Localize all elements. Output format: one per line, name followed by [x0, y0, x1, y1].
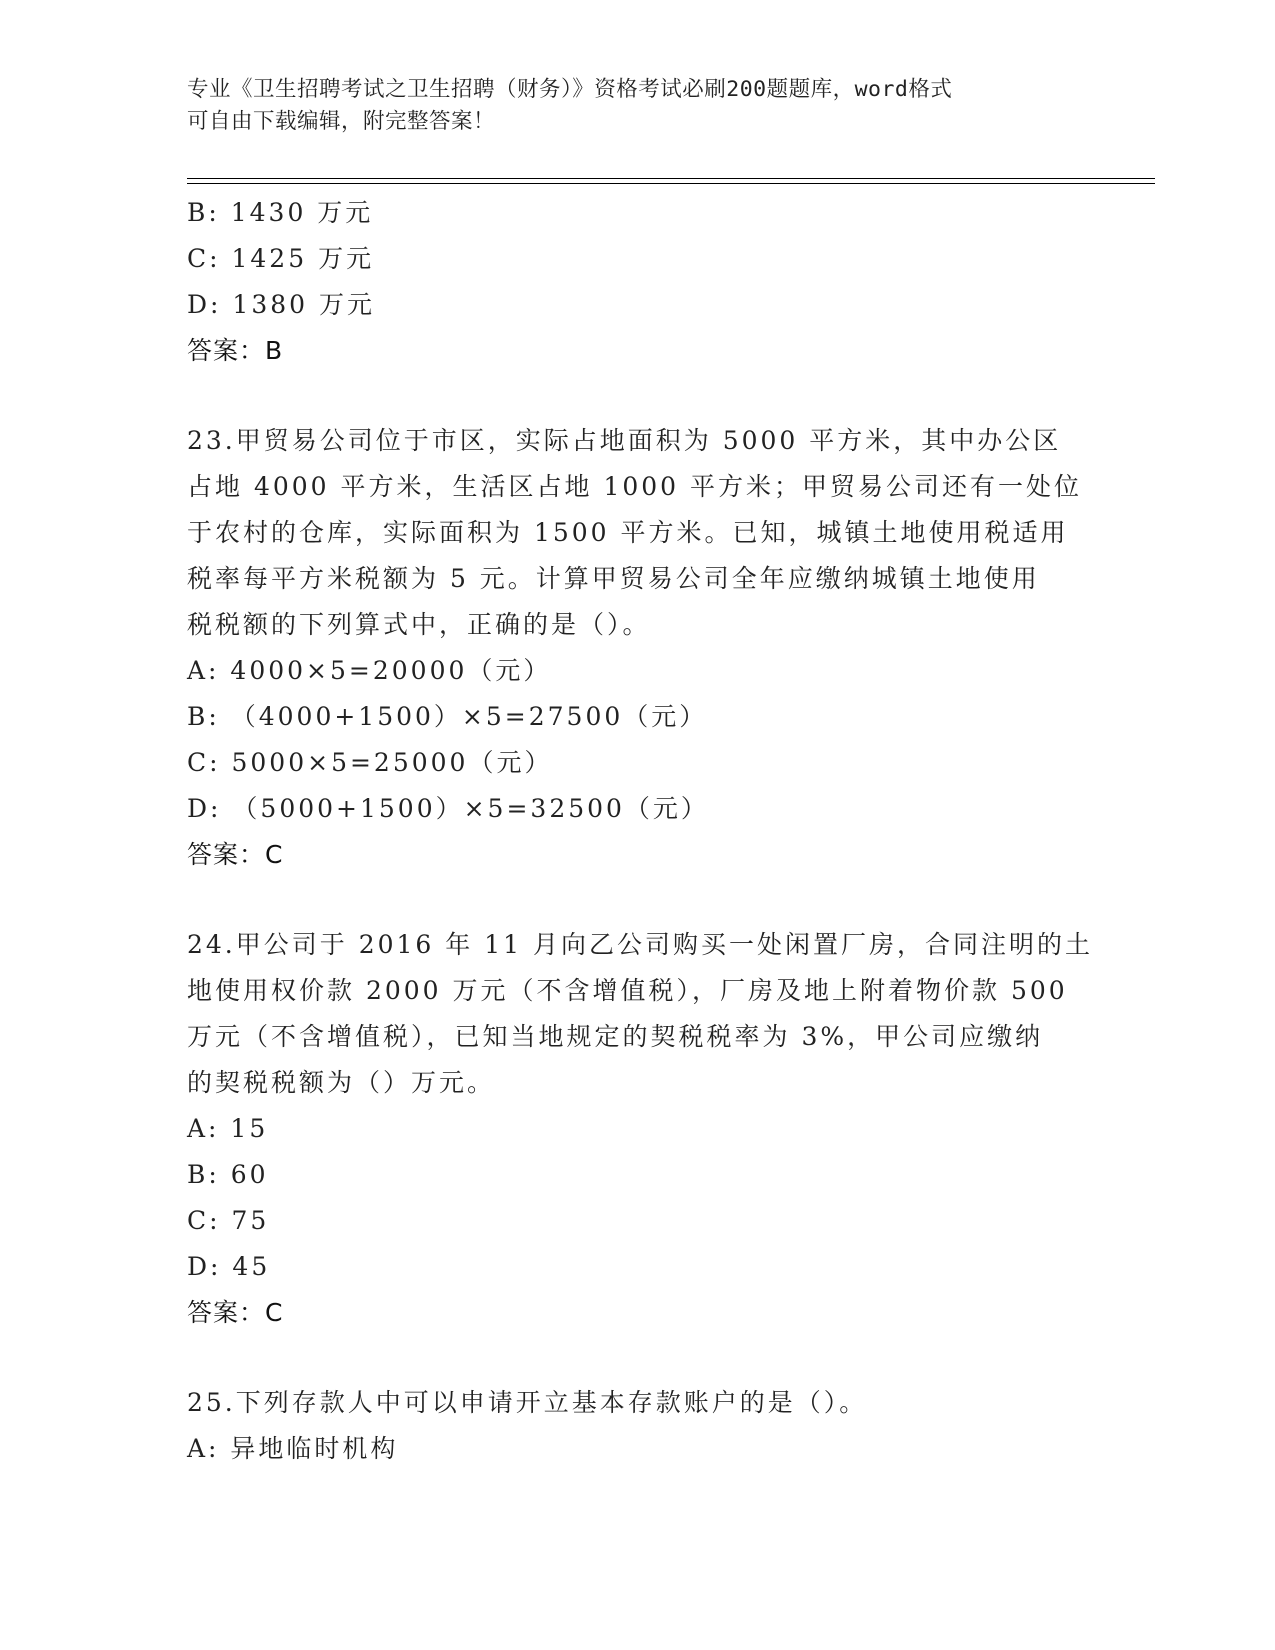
q24-option-c: C: 75: [187, 1206, 270, 1235]
spacer: [187, 878, 1087, 922]
spacer: [187, 1336, 1087, 1380]
header-title-line-1: 专业《卫生招聘考试之卫生招聘（财务）》资格考试必刷200题题库，word格式: [187, 77, 953, 102]
q24-stem-line: 万元（不含增值税），已知当地规定的契税税率为 3%，甲公司应缴纳: [187, 1022, 1044, 1051]
q23-option-d: D: （5000+1500）×5=32500（元）: [187, 794, 709, 823]
q24-stem-line: 地使用权价款 2000 万元（不含增值税），厂房及地上附着物价款 500: [187, 976, 1068, 1005]
q25-option-a: A: 异地临时机构: [187, 1434, 399, 1463]
q22-option-b: B: 1430 万元: [187, 198, 374, 227]
q23-stem-line: 税率每平方米税额为 5 元。计算甲贸易公司全年应缴纳城镇土地使用: [187, 564, 1040, 593]
spacer: [187, 374, 1087, 418]
question-content: [187, 190, 1093, 1472]
q23-stem-line: 占地 4000 平方米，生活区占地 1000 平方米；甲贸易公司还有一处位: [187, 472, 1083, 501]
question-23: [187, 418, 1087, 878]
question-22-tail: [187, 190, 1087, 374]
q23-option-c: C: 5000×5=25000（元）: [187, 748, 553, 777]
q24-option-a: A: 15: [187, 1114, 269, 1143]
q23-answer: 答案：C: [187, 840, 284, 869]
q23-option-b: B: （4000+1500）×5=27500（元）: [187, 702, 708, 731]
q24-option-d: D: 45: [187, 1252, 271, 1281]
document-header: [187, 74, 1067, 138]
q24-stem-line: 24.甲公司于 2016 年 11 月向乙公司购买一处闲置厂房，合同注明的土: [187, 930, 1093, 959]
header-title-line-2: 可自由下载编辑，附完整答案！: [187, 109, 496, 134]
q22-option-c: C: 1425 万元: [187, 244, 375, 273]
q23-stem-line: 23.甲贸易公司位于市区，实际占地面积为 5000 平方米，其中办公区: [187, 426, 1062, 455]
q23-stem-line: 税税额的下列算式中，正确的是（）。: [187, 610, 651, 639]
question-25: [187, 1380, 1087, 1472]
q23-option-a: A: 4000×5=20000（元）: [187, 656, 552, 685]
q24-stem-line: 的契税税额为（）万元。: [187, 1068, 496, 1097]
q23-stem-line: 于农村的仓库，实际面积为 1500 平方米。已知，城镇土地使用税适用: [187, 518, 1069, 547]
q24-answer: 答案：C: [187, 1298, 284, 1327]
q22-answer: 答案：B: [187, 336, 284, 365]
header-divider-bottom: [187, 183, 1155, 184]
q25-stem-line: 25.下列存款人中可以申请开立基本存款账户的是（）。: [187, 1388, 868, 1417]
q22-option-d: D: 1380 万元: [187, 290, 375, 319]
q24-option-b: B: 60: [187, 1160, 269, 1189]
question-24: [187, 922, 1093, 1336]
header-divider-top: [187, 178, 1155, 179]
